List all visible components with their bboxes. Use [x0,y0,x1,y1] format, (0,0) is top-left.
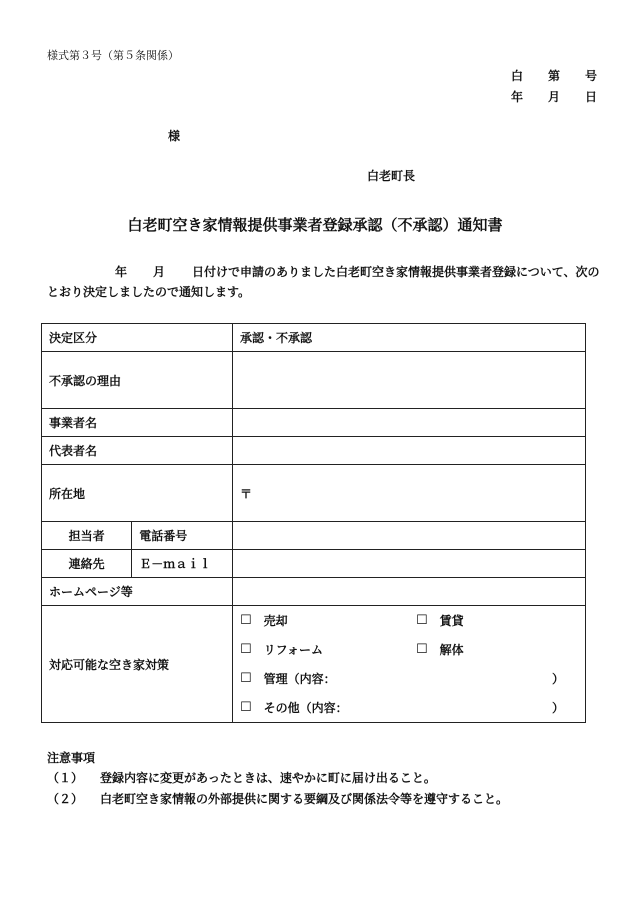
note-item [47,769,436,786]
decision-label: 決定区分 [42,324,233,352]
option-management[interactable] [240,664,578,693]
recipient-suffix: 様 [168,129,181,143]
phone-label: 電話番号 [132,522,233,550]
intro-paragraph [47,262,602,302]
measures-label: 対応可能な空き家対策 [42,606,233,723]
homepage-value [233,578,586,606]
checkbox-icon[interactable]: ☐ [240,613,252,628]
checkbox-icon[interactable]: ☐ [240,700,252,715]
option-other[interactable] [240,693,578,722]
intro-year: 年 [115,265,128,279]
table-row-decision [42,324,586,352]
option-reform-label: リフォーム [263,643,324,657]
issue-number-line [511,67,597,84]
issue-number-dai: 第 [547,69,560,83]
business-name-value [233,409,586,437]
note-text: 登録内容に変更があったときは、速やかに町に届け出ること。 [100,771,436,785]
option-other-label: その他（内容： [263,701,348,715]
representative-value [233,437,586,465]
representative-label: 代表者名 [42,437,233,465]
contact-person-label: 担当者 [42,522,132,550]
issue-date-year: 年 [511,90,524,104]
business-name-label: 事業者名 [42,409,233,437]
intro-month: 月 [153,265,166,279]
address-value [233,465,586,522]
table-row-reason [42,352,586,409]
notes-heading: 注意事項 [47,751,96,765]
table-row-business-name [42,409,586,437]
phone-value [233,522,586,550]
table-row-address [42,465,586,522]
issue-date-line [511,88,597,105]
intro-text: 日付けで申請のありました白老町空き家情報提供事業者登録について、次のとおり決定しましたので通知します。 [47,265,600,299]
table-row-representative [42,437,586,465]
option-reform[interactable] [240,635,416,664]
address-label: 所在地 [42,465,233,522]
issue-number-go: 号 [584,69,597,83]
note-number: （２） [47,792,84,806]
table-row-homepage [42,578,586,606]
notice-table [41,323,586,723]
checkbox-icon[interactable]: ☐ [240,642,252,657]
option-rent-label: 賃貸 [439,614,464,628]
checkbox-icon[interactable]: ☐ [416,613,428,628]
postal-mark: 〒 [240,486,253,501]
note-item [47,790,508,807]
checkbox-icon[interactable]: ☐ [416,642,428,657]
document-title: 白老町空き家情報提供事業者登録承認（不承認）通知書 [127,216,503,234]
decision-value: 承認・不承認 [233,324,586,352]
issue-number-prefix: 白 [511,69,524,83]
issuer-name: 白老町長 [367,169,416,183]
checkbox-icon[interactable]: ☐ [240,671,252,686]
table-row-phone [42,522,586,550]
issue-date-month: 月 [547,90,560,104]
close-paren: ） [551,701,564,715]
homepage-label: ホームページ等 [42,578,233,606]
option-management-label: 管理（内容： [263,672,336,686]
option-sale-label: 売却 [263,614,288,628]
form-number: 様式第３号（第５条関係） [47,49,179,62]
option-demolition[interactable] [416,635,578,664]
table-row-measures [42,606,586,723]
option-sale[interactable] [240,606,416,635]
contact-label: 連絡先 [42,550,132,578]
measures-options [233,606,586,723]
option-rent[interactable] [416,606,578,635]
email-label: Ｅ－ｍａｉｌ [132,550,233,578]
note-text: 白老町空き家情報の外部提供に関する要綱及び関係法令等を遵守すること。 [100,792,509,806]
reason-value [233,352,586,409]
note-number: （１） [47,771,84,785]
option-demolition-label: 解体 [439,643,464,657]
reason-label: 不承認の理由 [42,352,233,409]
email-value [233,550,586,578]
close-paren: ） [551,672,564,686]
table-row-email [42,550,586,578]
issue-date-day: 日 [584,90,597,104]
